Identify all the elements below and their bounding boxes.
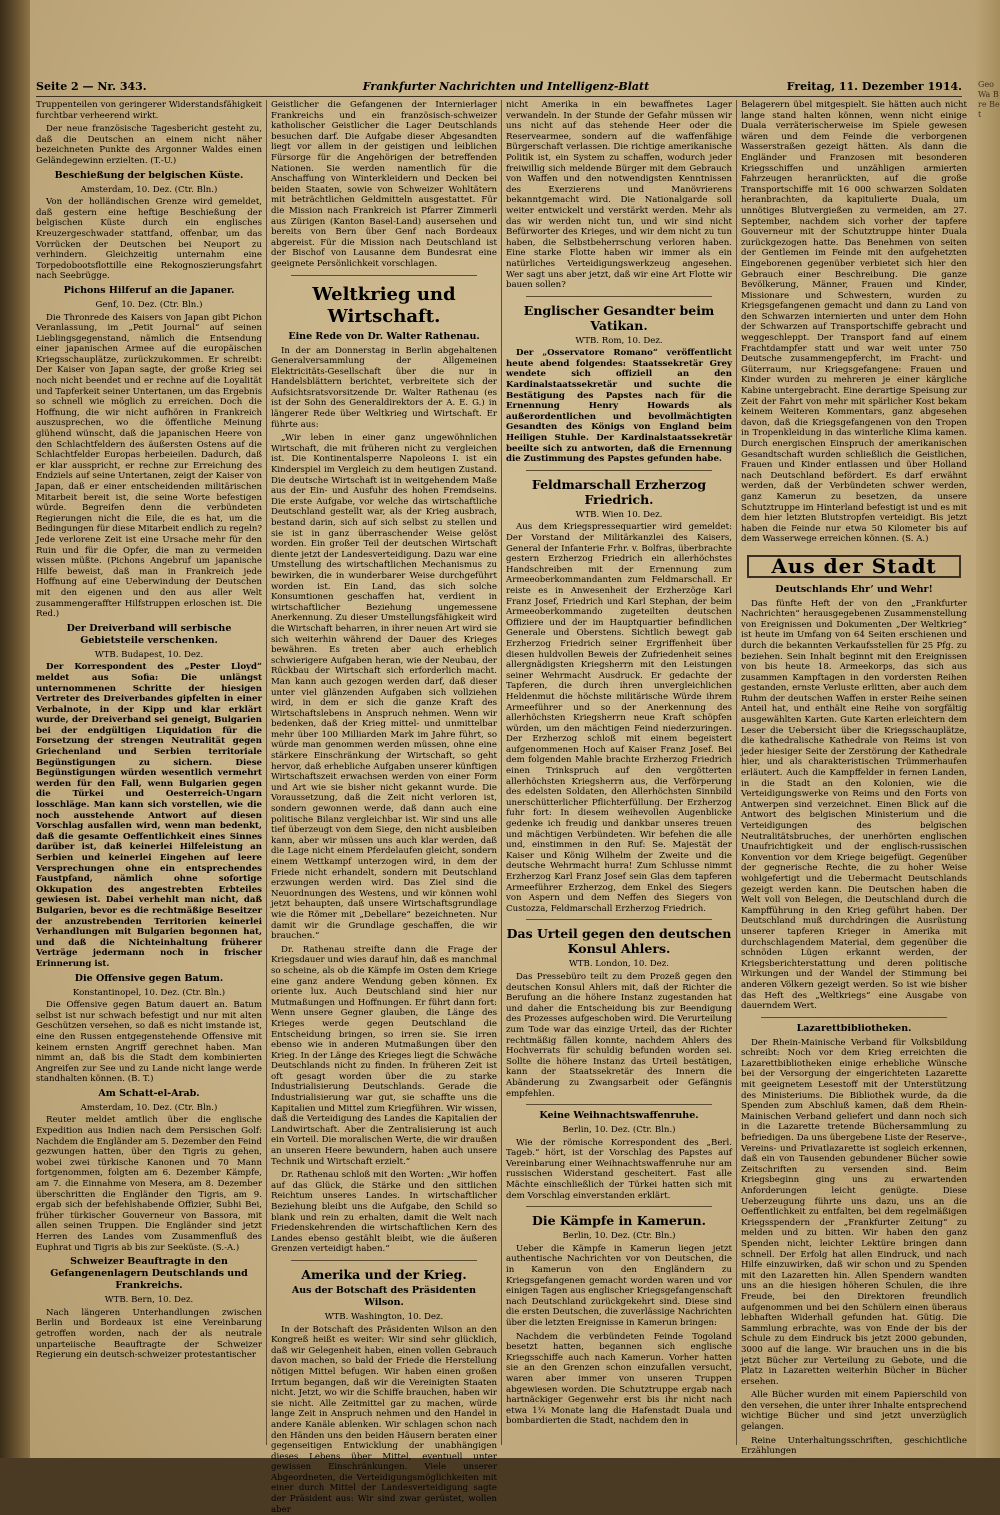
divider bbox=[526, 470, 712, 471]
paragraph: Der „Osservatore Romano“ veröffentlicht heute abend folgendes: Staatssekretär Grey wendete sich offiziell an den Kardinalstaatssekretär und suchte die Bestätigung des Papstes nach für die Ernennung Henry Howards als außerordentlichen und bevollmächtigten Gesandten des Königs von England beim Heiligen Stuhle. Der Kardinalstaatssekretär beeilte sich zu antworten, daß die Ernennung die Zustimmung des Papstes gefunden habe. bbox=[506, 348, 732, 465]
paragraph: Die Offensive gegen Batum dauert an. Batum selbst ist nur schwach befestigt und nur mit alten Geschützen versehen, so daß es nicht imstande ist, eine den Russen entgegenstehende Offensive mit keinem ernsten Angriff gerechnet haben. Man nimmt an, daß bis die Stadt dem kombinierten Angreifen zur See und zu Lande nicht lange werde standhalten können. (B. T.) bbox=[36, 1000, 262, 1085]
book-binding bbox=[0, 0, 30, 1458]
masthead: Frankfurter Nachrichten und Intelligenz-Blatt bbox=[362, 80, 650, 93]
dateline: Berlin, 10. Dez. (Ctr. Bln.) bbox=[562, 1231, 676, 1242]
article-title: Beschießung der belgischen Küste. bbox=[54, 169, 244, 181]
divider bbox=[526, 919, 712, 920]
paragraph: Nachdem die verbündeten Feinde Togoland besetzt hatten, begannen sich englische Kriegsschiffe auch nach Kamerun. Vorher hatten sie an den Grenzen schon einzufallen versucht, waren aber immer von unseren Truppen abgewiesen worden. Die Schutztruppe ergab nach hartnäckiger Gegenwehr erst bis ihr nicht nach etwa 1¼ Monate lang die Hafenstadt Duala und bombardierten die Stadt, nachdem den in bbox=[506, 1331, 732, 1427]
issue-date: Freitag, 11. Dezember 1914. bbox=[786, 80, 962, 93]
paragraph: nicht Amerika in ein bewaffnetes Lager verwandeln. In der Stunde der Gefahr müssen wir uns nicht auf das stehende Heer oder die Reservearmee, sondern auf die waffenfähige Bürgerschaft verlassen. Die richtige amerikanische Politik ist, ein System zu schaffen, wodurch jeder freiwillig sich meldende Bürger mit dem Gebrauch von Waffen und den notwendigsten Kenntnissen des Exerzierens und Manövrierens bekanntgemacht wird. Die Nationalgarde soll weiter entwickelt und verstärkt werden. Mehr als das wir werden nicht tun, und wir sind nicht Befürworter des Krieges, und wir dem nicht zu tun haben, die Selbstbeherrschung verloren haben. Eine starke Flotte haben wir immer als ein natürliches Verteidigungswerkzeug angesehen. Wer sagt uns aber jetzt, daß wir eine Art Flotte wir bauen sollen? bbox=[506, 100, 732, 291]
divider bbox=[291, 1260, 477, 1261]
paragraph: In der Botschaft des Präsidenten Wilson an den Kongreß heißt es weiter: Wir sind sehr glücklich, daß wir Gelegenheit haben, einen vollen Gebrauch davon machen, so bald der Friede die Herstellung nötigen Mittel befugen. Wir haben einen großen Irrtum begangen, daß wir die Vereinigten Staaten nicht. Jetzt, wo wir die Schiffe brauchen, haben wir sie nicht. Alle Zeitmittel gar zu machen, würde lange Zeit in Anspruch nehmen und den Handel in andere Kanäle ablenken. Wir schlagen schon nach den Händen uns den beiden Häusern beraten einer gegenseitigen Entwicklung der unabhängigen dieses Lebens über Mittel, eventuell unter gewissen Einschränkungen. Viele unserer Abgeordneten, die Verteidigungsmöglichkeiten mit einer durch Mittel der Landesverteidigung sagte der Präsident aus: Wir sind zwar gerüstet, wollen aber bbox=[271, 1324, 497, 1515]
article-title: Die Kämpfe in Kamerun. bbox=[532, 1213, 706, 1229]
paragraph: „Wir leben in einer ganz ungewöhnlichen Wirtschaft, die mit früheren nicht zu vergleichen ist. Die Kontinentalsperre Napoleons I. ist ein Kinderspiel im Vergleich zu dem heutigen Zustand. Die deutsche Wirtschaft ist in weitgehendem Maße aus der Ein- und Ausfuhr des hohen Fremdseins. Die erste Aufgabe, vor welche das wirtschaftliche Deutschland gestellt war, als der Krieg ausbrach, bestand darin, sich auf sich selbst zu stellen und sie ist in ganz überraschender Weise gelöst worden. Ein großer Teil der deutschen Wirtschaft diente jetzt der Landesverteidigung. Dazu war eine Umstellung des wirtschaftlichen Mechanismus zu bewirken, die in wunderbarer Weise durchgeführt worden ist. Ein Land, das sich solche Konsumtionen geschaffen hat, verdient in wirtschaftlicher Beziehung ungemessene Anerkennung. Zu dieser Umstellungsfähigkeit wird die Wirtschaft beharren, in ihrer neuen Art wird sie sich weiterhin während der Dauer des Krieges bewähren. Es treten aber auch erheblich schwierigere Aufgaben heran, wie der Neubau, der Rückbau der Wirtschaft sich erforderlich macht. Man kann auch gezogen werden darf, daß dieser unter viel glänzenden Aufgaben sich vollziehen wird, in dem er sich die ganze Kraft des Wirtschaftslebens in Anspruch nehmen. Wenn wir bedenken, daß der Krieg mittel- und unmittelbar mehr über 100 Milliarden Mark im Jahre führt, so würde man genommen werden müssen, ohne eine stärkere Einschränkung der Wirtschaft, so geht hervor, daß erhebliche Aufgaben unserer künftigen Wirtschaftszeit erwachsen werden von einer Form und Art wie sie bisher nicht gekannt wurde. Die Voraussetzung, daß die Zeit nicht verloren ist, sondern gewonnen werde, daß dann auch eine politische Bilanz vergleichbar ist. Wir sind uns alle tief überzeugt von dem Siege, den nicht ausbleiben kann, aber wir müssen uns auch klar werden, daß die Lage nicht einem Pferdelaufen gleicht, sondern einem Wettkampf unterzogen wird, in dem der Friede nicht erhandelt, sondern mit Deutschland erzwungen werden wird. Das Ziel sind die Neuordnungen des Westens, und wir können wohl jetzt behaupten, daß unsere Wirtschaftsgrundlage wie die Römer mit „Debellare“ bezeichneten. Nur damit wir die Grundlage geschaffen, die wir brauchen.“ bbox=[271, 433, 497, 942]
divider bbox=[526, 296, 712, 297]
paragraph: Truppenteilen von geringerer Widerstandsfähigkeit furchtbar verheerend wirkt. bbox=[36, 100, 262, 121]
section-heading: Aus der Stadt bbox=[747, 555, 961, 578]
paragraph: Geistlicher die Gefangenen der Internierlager Frankreichs und ein französisch-schweizer katholischer Geistlicher die Lager Deutschlands besuchen darf. Die Aufgabe dieser Abgesandten liegt vor allem in der geistigen und leiblichen Fürsorge für die Angehörigen der betreffenden Nationen. Sie werden namentlich für die Anschaffung von Winterkleidern und Decken bei beiden Staaten, sowie von Schweizer Wohltätern mit beträchtlichen Geldmitteln ausgestattet. Für die Mission nach Frankreich ist Pfarrer Zimmerli aus Zürigen (Kanton Basel-Land) ausersehen und bereits von Bern über Genf nach Bordeaux abgereist. Für die Mission nach Deutschland ist der Bischof von Lausanne dem Bundesrat eine geeignete Persönlichkeit vorschlagen. bbox=[271, 100, 497, 269]
article-title: Feldmarschall Erzherzog Friedrich. bbox=[531, 476, 707, 507]
article-title: Amerika und der Krieg. bbox=[301, 1266, 467, 1282]
paragraph: Alle Bücher wurden mit einem Papierschild von den versehen, die unter ihrer Inhalte entsprechend wichtige Bücher und sind jetzt unverzüglich gelangen. bbox=[741, 1390, 967, 1433]
paragraph: Das Pressebüro teilt zu dem Prozeß gegen den deutschen Konsul Ahlers mit, daß der Richter die Berufung an die höhere Instanz zugestanden hat und daher die Entscheidung bis zur Beendigung des Prozesses aufgeschoben wird. Die Verurteilung zum Tode war das einzige Urteil, das der Richter rechtmäßig fällen konnte, nachdem Ahlers des Hochverrats für schuldig befunden worden sei. Sollte die höhere Instanz das Urteil bestätigen, kann der Staatssekretär des Innern die Abänderung zu Zwangsarbeit oder Gefängnis empfehlen. bbox=[506, 971, 732, 1099]
dateline: WTB. Rom, 10. Dez. bbox=[575, 335, 663, 346]
column-rule bbox=[501, 100, 502, 1445]
paragraph: Die Thronrede des Kaisers von Japan gibt Pichon Veranlassung, im „Petit Journal“ auf seinen Lieblingsgegenstand, nämlich die Entsendung einer japanischen Armee auf die europäischen Kriegsschauplätze, zurückzukommen. Er schreibt: Der Kaiser von Japan sagte, der große Krieg sei noch nicht beendet und er rechne auf die Loyalität und Tapferkeit seiner Untertanen, um das Ergebnis so schnell wie möglich zu erreichen. Doch die Hoffnung, die wir nicht aufhören in Frankreich auszusprechen, wo die öffentliche Meinung glühend wünscht, daß die japanischen Heere von den Schlachtfeldern des äußersten Ostens auf die Schlachtfelder Europas herbeieilen. Dadurch, daß er klar ausspricht, er rechne zur Erreichung des Endziels auf seine Untertanen, zeigt der Kaiser von Japan, daß er einer entscheidenden militärischen Mitarbeit bereit ist, die seine Worte befestigen würde. Begreifen denn die verbündeten Regierungen nicht die Eile, die es hat, um die Bedingungen für diese Mitarbeit endlich zu regeln? Jede verlorene Zeit ist eine Ursache mehr für den Ruin und für die Opfer, die man zu vermeiden wissen müßte. (Pichons Angebruf um japanische Hilfe beweist, daß man in Frankreich jede Hoffnung auf eine Ueberwindung der Deutschen mit den eigenen und den aus aller Welt zusammengeraffter Hilfstruppen erloschen ist. Die Red.) bbox=[36, 312, 262, 620]
paragraph: Ueber die Kämpfe in Kamerun liegen jetzt authentische Nachrichten vor von Deutschen, die in Kamerun von den Engländern zu Kriegsgefangenen gemacht worden waren und vor einigen Tagen aus englischer Kriegsgefangenschaft nach Deutschland zurückgekehrt sind. Diese sind die ersten Deutschen, die zuverlässige Nachrichten über die letzten Ereignisse in Kamerun bringen: bbox=[506, 1243, 732, 1328]
divider bbox=[761, 1017, 947, 1018]
article-title: Weltkrieg und Wirtschaft. bbox=[312, 283, 456, 327]
dateline: WTB. Wien 10. Dez. bbox=[575, 509, 663, 520]
article-title: Deutschlands Ehr’ und Wehr! bbox=[775, 583, 933, 595]
next-page-fragment: Geo Wa Bre Bet bbox=[978, 80, 1000, 119]
page-number: Seite 2 — Nr. 343. bbox=[36, 80, 147, 93]
column-2 bbox=[271, 100, 497, 1515]
paragraph: Dr. Rathenau schloß mit den Worten: „Wir hoffen auf das Glück, die Stärke und den sittlichen Reichtum unseres Landes. In wirtschaftlicher Beziehung bleibt uns die Aufgabe, den Schild so blank und rein zu erhalten, damit die Welt nach Friedenskehrenden die wirtschaftlichen Kern des Landes ebenso gestählt bleibt, wie die äußeren Grenzen verteidigt haben.“ bbox=[271, 1170, 497, 1255]
dateline: Konstantinopel, 10. Dez. (Ctr. Bln.) bbox=[72, 987, 226, 998]
article-title: Schweizer Beauftragte in den Gefangenenlagern Deutschlands und Frankreichs. bbox=[50, 1256, 248, 1292]
paragraph: Der Rhein-Mainische Verband für Volksbildung schreibt: Noch vor dem Krieg erreichten die Lazarettbibliotheken einige erhebliche Wünsche bei der Versorgung der eingerichteten Lazarette mit geeignetem Lesestoff mit der Unterstützung des Ministeriums. Die Bibliothek wurde, da die Spenden zum Abschluß kamen, daß dem Rhein-Mainischen Verband geliefert und dann noch sich in die Lazarette tretende Büchersammlung zu befriedigen. Da uns übergebene Liste der Reserve-, Vereins- und Privatlazarette ist sogleich erkennen, daß ein von Tausenden gebundener Bücher sowie Zeitschriften zu versenden sind. Beim Kriegsbeginn ging uns zu erwartenden Anforderungen leicht genügte. Diese Ueberzeugung führte uns dazu, uns an die Oeffentlichkeit zu entfalten, bei dem regelmäßigen Kriegsspendern der „Frankfurter Zeitung“ zu melden und zu bitten. Wir haben den ganz Spenden nicht, leichter Lektüre bringen dann schnell. Der Erfolg hat allen Eindruck, und nach Hilfe einzuwirken, daß wir schon und zu Spenden mit den Lazaretten hin. Allen Spendern wandten uns an die hiesigen höheren Schulen, die ihre Freude, bei den Direktoren freundlich aufgenommen und bei den Schülern einen überaus lebhaften Widerhall gefunden hat. Gütig. Die Sammlung erbrachte, was von Ende der bis der Schule zu dem Eindruck bis jetzt 2000 gebunden, 3000 auf die lange. Wir brauchen uns in die bis jetzt Bücher zur Verteilung zu Gebote, und die Platz in Lazaretten weiterhin Bücher in Bücher ersehen. bbox=[741, 1037, 967, 1387]
paragraph: Nach längeren Unterhandlungen zwischen Berlin und Bordeaux ist eine Vereinbarung getroffen worden, nach der als neutrale unparteiische Beauftragte der Schweizer Regierung ein deutsch-schweizer protestantischer bbox=[36, 1307, 262, 1361]
article-title: Lazarettbibliotheken. bbox=[796, 1022, 912, 1034]
article-subtitle: Eine Rede von Dr. Walter Rathenau. bbox=[288, 330, 480, 342]
article-title: Der Dreiverband will serbische Gebietsteile verschenken. bbox=[66, 622, 232, 646]
dateline: Amsterdam, 10. Dez. (Ctr. Bln.) bbox=[80, 184, 218, 195]
column-rule bbox=[736, 100, 737, 1445]
page-header bbox=[36, 80, 962, 97]
article-title: Am Schatt-el-Arab. bbox=[98, 1087, 200, 1099]
paragraph: Von der holländischen Grenze wird gemeldet, daß gestern eine heftige Beschießung der belgischen Küste durch ein englisches Kreuzergeschwader stattfand, offenbar, um das Vorrücken der Deutschen bei Neuport zu verhindern. Gleichzeitig unternahm eine Torpedobootsflottille eine Rekognoszierungsfahrt nach Seebrügge. bbox=[36, 197, 262, 282]
paragraph: Das fünfte Heft der von den „Frankfurter Nachrichten“ herausgegebenen Zusammenstellung von Ereignissen und Dokumenten „Der Weltkrieg“ ist heute im Umfang von 64 Seiten erschienen und durch die bekannten Verkaufsstellen für 25 Pfg. zu beziehen. Sein Inhalt beginnt mit den Ereignissen von bis heute 18. Armeekorps, das sich aus zusammen Kampftagen in den vordersten Reihen gestanden, ernste Verluste erlitten, aber auch dem Ruhm der deutschen Waffen in erster Reihe seinen Anteil hat, und enthält eine Reihe von sorgfältig ausgewählten Karten. Gute Karten erleichtern dem Leser die Uebersicht über die Kriegsschauplätze, die kathedralische Kathedrale von Reims ist von jeder hiesiger Seite der Zerstörung der Kathedrale hier, und als charakteristischen Trümmerhaufen erläutert. Auch die Kampffelder in fernen Landen, in die Stadt an den Kolonien, wie die Verteidigungswerke von Reims und den Forts von Antwerpen sind verzeichnet. Einen Blick auf die Antwort des belgischen Ministerium und die Verteidigungen des belgischen Neutralitätsbruches, der unerhörten englischen Unaufrichtigkeit und der englisch-russischen Konvention vor dem Kriege beigefügt. Gegenüber der gegnerische Rechte, die zu hoher Weise wohlgefertigt und die Uebermacht Deutschlands gezeigt werden kann. Die Deutschen haben die Welt voll von Belegen, die Deutschland durch die Kampfführung in den Krieg geführt haben. Der Deutschland muß durchdringen die Ausrüstung unserer tapferen Krieger in Amerika mit durchschlagendem Material, dem gegenüber die schnöden Lügen erkannt werden, der Kriegsberichterstattung und deren politische Wirkungen und der Wandel der Stimmung bei anderen Völkern gezeigt werden. So ist wie bisher das Heft des „Weltkriegs“ eine Ausgabe von dauerndem Wert. bbox=[741, 598, 967, 1012]
dateline: WTB. Washington, 10. Dez. bbox=[324, 1311, 444, 1322]
paragraph: Aus dem Kriegspressequartier wird gemeldet: Der Vorstand der Militärkanzlei des Kaisers, General der Infanterie Frhr. v. Bolfras, überbrachte gestern Erzherzog Friedrich ein allerhöchstes Handschreiben mit der Ernennung zum Armeeoberkommandanten zum Feldmarschall. Er reiste es in Anwesenheit der Erzherzöge Karl Franz Josef, Friedrich und Karl Stephan, der beim Armeeoberkommando zugeteilten deutschen Offiziere und der im Hauptquartier befindlichen Generale und Oberstens. Sichtlich bewegt gab Erzherzog Friedrich seiner Ergriffenheit über diesen huldvollen Beweis der Zufriedenheit seines allergnädigsten Kriegsherrn mit den Leistungen seiner Wehrmacht Ausdruck. Er gedachte der Tapferen, die durch ihren unvergleichlichen Heldenmut die höchste militärische Würde ihrem Armeeführer und so der Anerkennung des allerhöchsten Kriegsherrn neue Kraft schöpfen würden, um den mächtigen Feind niederzuringen. Der Erzherzog schloß mit einem begeistert aufgenommenen Hoch auf Kaiser Franz Josef. Bei dem folgenden Mahle brachte Erzherzog Friedrich einen Trinkspruch auf den vergötterten allerhöchsten Kriegsherrn aus, die Verförperung des edelsten Soldaten, den Allerhöchsten Sinnbild unerschütterlicher Pflichterfüllung. Der Erzherzog fuhr fort: In diesem weihevollen Augenblicke gedenke ich freudig und dankbar unseres treuen und mächtigen Verbündeten. Wir befehen die alle und, einstimmen in den Ruf: Se. Majestät der Kaiser und König Wilhelm der Zweite und die deutsche Wehrmacht hurra! Zum Schlusse nimmt Erzherzog Karl Franz Josef sein Glas dem tapferen Armeeführer Erzherzog, dem Enkel des Siegers von Aspern und dem Neffen des Siegers von Custozza, Feldmarschall Erzherzog Friedrich. bbox=[506, 522, 732, 914]
column-3 bbox=[506, 100, 732, 1450]
dateline: Amsterdam, 10. Dez. (Ctr. Bln.) bbox=[80, 1102, 218, 1113]
dateline: WTB. London, 10. Dez. bbox=[568, 959, 670, 970]
column-4 bbox=[741, 100, 967, 1457]
paragraph: Dr. Rathenau streifte dann die Frage der Kriegsdauer und wies darauf hin, daß es manchmal so scheine, als ob die Kämpfe im Osten dem Kriege eine ganz andere Wendung geben können. Ex oriente lux. Auch Deutschland sind hier nur Mutmaßungen und Hoffnungen. Er führt dann fort: Wenn unsere Gegner glauben, die Länge des Krieges werde gegen Deutschland die Entscheidung bringen, so irren sie. Sie irren ebenso wie in anderen Mutmaßungen über den Krieg. In der Länge des Krieges liegt die Schwäche Deutschlands nicht zu finden. In früheren Zeit ist oft gesagt worden über die zu starke Industrialisierung Deutschlands. Gerade die Industrialisierung war gut, sie schaffte uns die Kapitalien und Mittel zum Kriegführen. Wir wissen, daß die Verteidigung des Landes die Kapitalien der Landwirtschaft. Aber die Zentralisierung ist auch ein Vorteil. Die moralischen Werte, die wir draußen an unseren Heere bewundern, haben auch unsere Technik und Wirtschaft erzielt.“ bbox=[271, 944, 497, 1167]
divider bbox=[526, 1104, 712, 1105]
article-title: Keine Weihnachtswaffenruhe. bbox=[539, 1110, 699, 1122]
article-title: Pichons Hilferuf an die Japaner. bbox=[63, 284, 235, 296]
paragraph: Reine Unterhaltungsschriften, geschichtliche Erzählungen bbox=[741, 1435, 967, 1457]
article-subtitle: Aus der Botschaft des Präsidenten Wilson. bbox=[291, 1284, 477, 1308]
paragraph: In der am Donnerstag in Berlin abgehaltenen Generalversammlung der Allgemeinen Elektricitäts-Gesellschaft über die nur in Handelsblättern berichtet, verbreitete sich der Aufsichtsratsvorsitzende Dr. Walter Rathenau (es ist der Sohn des Generaldirektors der A. E. G.) in längerer Rede über Weltkrieg und Wirtschaft. Er führte aus: bbox=[271, 345, 497, 430]
dateline: WTB. Budapest, 10. Dez. bbox=[94, 649, 204, 660]
dateline: WTB. Bern, 10. Dez. bbox=[104, 1295, 194, 1306]
next-page-edge bbox=[976, 0, 1000, 1458]
paragraph: Der neue französische Tagesbericht gesteht zu, daß die Deutschen an einem nicht näher bezeichneten Punkte des Argonner Waldes einen Geländegewinn erzielten. (T.-U.) bbox=[36, 124, 262, 166]
column-1 bbox=[36, 100, 262, 1450]
column-rule bbox=[266, 100, 267, 1445]
paragraph: Reuter meldet amtlich über die englische Expedition aus Indien nach dem Persischen Golf: Nachdem die Engländer am 5. Dezember den Feind gezwungen hatten, über den Tigris zu gehen, wobei zwei türkische Kanonen und 70 Mann fortgenommen, folgten am 6. Dezember Kämpfe, am 7. die Einnahme von Mesera, am 8. Dezember überschritten die Engländer den Tigris, am 9. ergab sich der befehlshabende Offizier, Subhi Bei, früher türkischer Gouverneur von Bassora, mit allen seinen Truppen. Die Engländer sind jetzt Herren des Landes vom Zusammenfluß des Euphrat und Tigris ab bis zur Seeküste. (S.-A.) bbox=[36, 1115, 262, 1253]
divider bbox=[526, 1206, 712, 1207]
paragraph: Wie der römische Korrespondent des „Berl. Tageb.“ hört, ist der Vorschlag des Papstes auf Vereinbarung einer Weihnachtswaffenruhe nur am russischen Widerstand gescheitert. Fast alle Mächte einschließlich der Türkei hatten sich mit dem Vorschlag einverstanden erklärt. bbox=[506, 1137, 732, 1201]
dateline: Berlin, 10. Dez. (Ctr. Bln.) bbox=[562, 1125, 676, 1136]
article-title: Das Urteil gegen den deutschen Konsul Ahlers. bbox=[506, 926, 732, 957]
paragraph: Der Korrespondent des „Pester Lloyd“ meldet aus Sofia: Die unlängst unternommenen Schritte der hiesigen Vertreter des Dreiverbandes gipfelten in einer Verbalnote, in der Kipp und klar erklärt wurde, der Dreiverband sei geneigt, Bulgarien bei der endgültigen Liquidation für die Forsetzung der strengen Neutralität gegen Griechenland und Serbien territoriale Begünstigungen zu sichern. Diese Begünstigungen würden wesentlich vermehrt werden für den Fall, wenn Bulgarien gegen die Türkei und Oesterreich-Ungarn losschläge. Man kann sich vorstellen, wie die noch ausstehende Antwort auf diesen Vorschlag ausfallen wird, wenn man bedenkt, daß die gesamte Oeffentlichkeit eines Sinnes darüber ist, daß keinerlei Hilfeleistung an Serbien und keinerlei Eingehen auf leere Versprechungen ohne ein entsprechendes Faustpfand, nämlich ohne sofortige Okkupation des angestrebten Erbteiles gewiesen ist. Dabei verhehlt man nicht, daß Bulgarien, bevor es die rechtmäßige Beseitzer der anzustrebenden Territorien keinerlei Verhandlungen mit Bulgarien begonnen hat, und daß die Nichteinhaltung früherer Verträge jedermann noch in frischer Erinnerung ist. bbox=[36, 662, 262, 969]
article-title: Die Offensive gegen Batum. bbox=[74, 972, 224, 984]
divider bbox=[291, 275, 477, 276]
article-title: Englischer Gesandter beim Vatikan. bbox=[523, 302, 715, 333]
dateline: Genf, 10. Dez. (Ctr. Bln.) bbox=[95, 299, 203, 310]
paragraph: Belagerern übel mitgespielt. Sie hätten auch nicht lange stand halten können, wenn nicht einige Duala verräterischerweise im Spiele gewesen wären und dem Feinde die verborgenen Wasserstraßen gezeigt hätten. Als dann die Engländer und Franzosen mit besonderen Kriegsschiffen und unzähligen armierten Fahrzeugen heranrückten, auf die große Transportschiffe mit 16 000 schwarzen Soldaten heranbrachten, da kapitulierte Duala, um unnötiges Blutvergießen zu vermeiden, am 27. September, nachdem sich vorher der tapfere Gouverneur mit der Schutztruppe hinter Duala zurückgezogen hatte. Das Benehmen von seiten der Gentlemen im Feinde mit den aufgehetzten Eingeborenen gegenüber verbietet sich hier den Gebrauch einer Beschreibung. Die ganze Bevölkerung, Männer, Frauen und Kinder, Missionare und Schwestern, wurden zu Kriegsgefangenen gemacht und dann zu Land von den Schwarzen internierten und unter dem Hohn der Schwarzen auf Transportschiffe gebracht und weggeschleppt. Der Transport fand auf einem Frachtdampfer statt und war weit unter 750 Deutsche zusammengepfercht, im Fracht- und Güterraum, nur Kriegsgefangene: Frauen und Kinder wurden zu mehreren je einer kärgliche Kabine untergebracht. Eine derartige Speisung zur Zeit der Fahrt von mehr mit spärlicher Kost bekam keinem Weiteren Kommentars, ganz abgesehen davon, daß die Kriegsgefangenen von den Tropen in Tropenkleidung in das winterliche Klima kamen. Durch energischen Einspruch der amerikanischen Gesandtschaft wurden schließlich die Geistlichen, Frauen und Kinder entlassen und über Holland nach Deutschland befördert. Es darf erwähnt werden, daß der Verbündeten schwer werden, ganz Kamerun zu besetzen, da unsere Schutztruppe im Hinterland befestigt ist und es mit dem hier letzten Blutstropfen verteidigt. Bis jetzt haben die Feinde nur etwa 50 Kilometer bis auf dem Wasserwege erreichen können. (S. A.) bbox=[741, 100, 967, 545]
